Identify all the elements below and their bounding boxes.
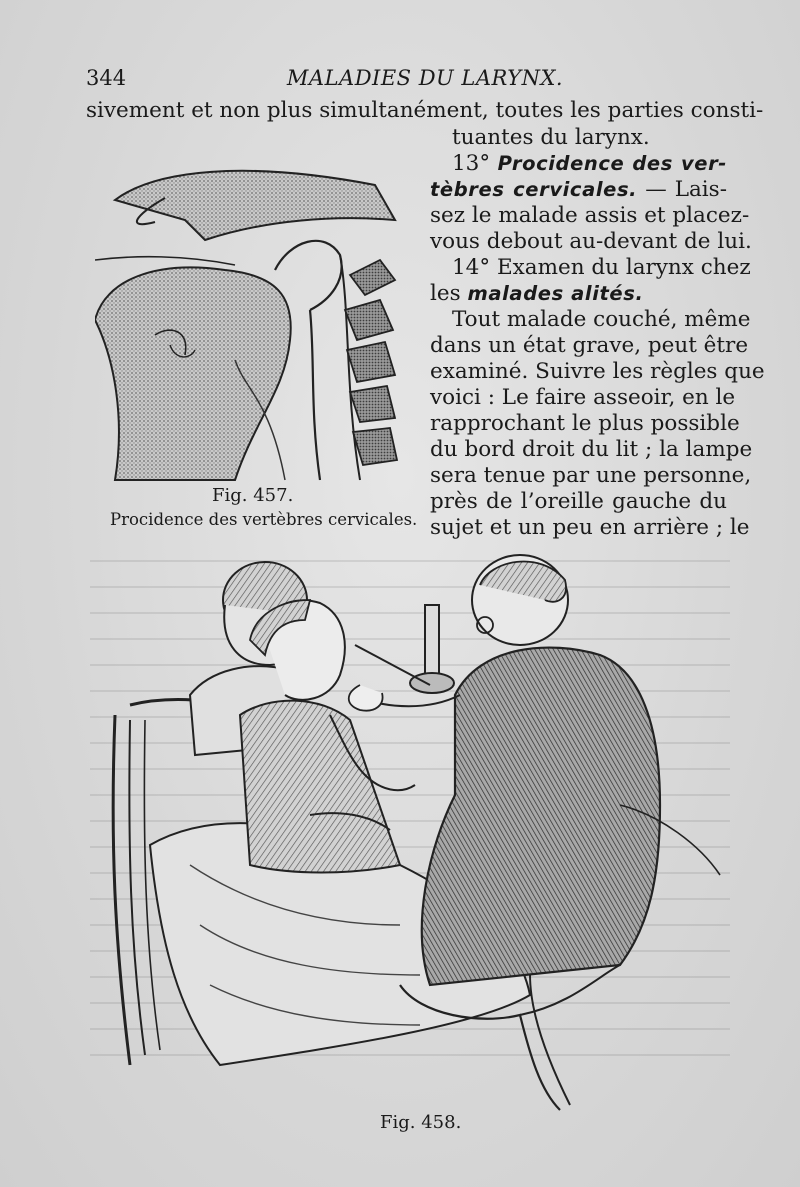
text-row: près de l’oreille gauche du (430, 489, 727, 514)
text-row: sujet et un peu en arrière ; le (430, 515, 750, 540)
text-row: les malades alités. (430, 281, 644, 306)
text-row: tuantes du larynx. (452, 125, 650, 150)
text-row: 13° Procidence des ver- (452, 151, 727, 176)
text-row: sera tenue par une personne, (430, 463, 752, 488)
figure-457-illustration (95, 160, 405, 490)
figure-458-illustration (100, 545, 740, 1115)
text-row: tèbres cervicales. — Lais- (430, 177, 727, 202)
text-row: examiné. Suivre les règles que (430, 359, 765, 384)
figure-457-number: Fig. 457. (212, 485, 294, 506)
text-row: 14° Examen du larynx chez (452, 255, 751, 280)
text-row: vous debout au-devant de lui. (430, 229, 752, 254)
text-row: rapprochant le plus possible (430, 411, 740, 436)
text-row: du bord droit du lit ; la lampe (430, 437, 753, 462)
text-row: voici : Le faire asseoir, en le (430, 385, 736, 410)
text-row: Tout malade couché, même (452, 307, 751, 332)
running-title: MALADIES DU LARYNX. (286, 66, 564, 90)
text-row: dans un état grave, peut être (430, 333, 749, 358)
text-line-full: sivement et non plus simultanément, toutes les parties consti- (86, 98, 764, 123)
figure-458-number: Fig. 458. (380, 1112, 462, 1133)
figure-457-caption: Procidence des vertèbres cervicales. (110, 510, 418, 529)
text-row: sez le malade assis et placez- (430, 203, 750, 228)
page-number: 344 (86, 66, 127, 90)
right-text-column (430, 125, 765, 541)
